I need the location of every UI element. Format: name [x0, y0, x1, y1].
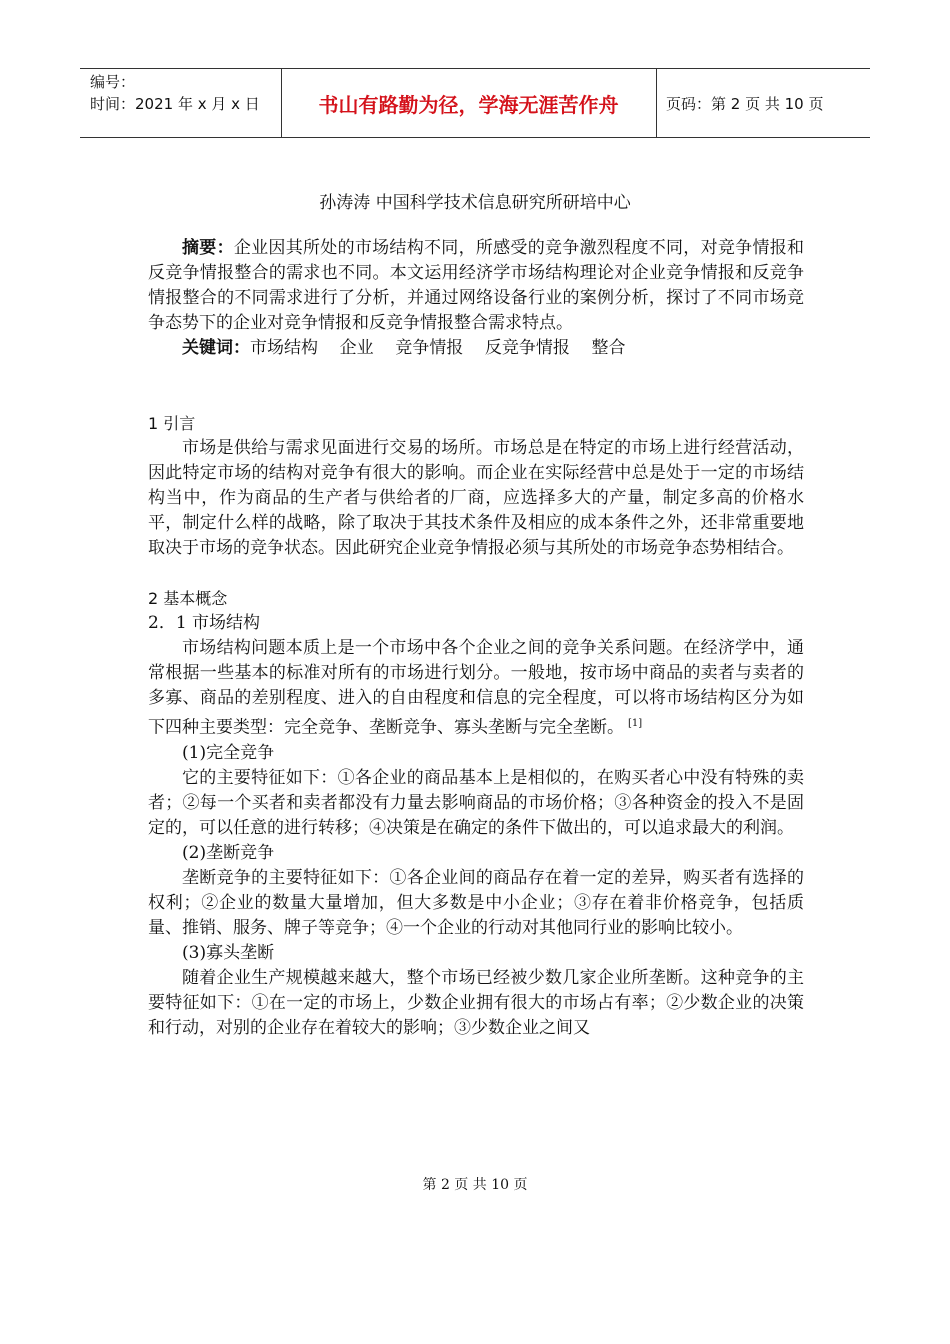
keywords-label: 关键词：	[182, 338, 250, 358]
document-header	[80, 68, 870, 138]
page-footer: 第 2 页 共 10 页	[422, 1177, 528, 1193]
item-title: (3)寡头垄断	[182, 942, 275, 963]
citation-ref: [1]	[628, 718, 643, 729]
header-page-number: 页码：第 2 页 共 10 页	[666, 95, 824, 113]
section-paragraph: 市场是供给与需求见面进行交易的场所。市场总是在特定的市场上进行经营活动，因此特定市场的结构对竞争有很大的影响。而企业在实际经营中总是处于一定的市场结构当中，作为商品的生产者与供给者的厂商，应选择多大的产量，制定多高的价格水平，制定什么样的战略，除了取决于其技术条件及相应的成本条件之外，还非常重要地取决于市场的竞争状态。因此研究企业竞争情报必须与其所处的市场竞争态势相结合。	[148, 438, 804, 558]
keywords-text: 市场结构 企业 竞争情报 反竞争情报 整合	[250, 338, 626, 358]
header-divider	[656, 69, 657, 137]
header-time: 时间：2021 年 x 月 x 日	[90, 95, 260, 113]
author-line: 孙涛涛 中国科学技术信息研究所研培中心	[319, 193, 631, 213]
item-title: (2)垄断竞争	[182, 842, 275, 863]
subsection-heading: 2．1 市场结构	[148, 613, 261, 633]
section-heading: 1 引言	[148, 414, 196, 433]
header-meta	[90, 71, 260, 115]
section-paragraph	[148, 636, 804, 741]
item-text: 垄断竞争的主要特征如下：①各企业间的商品存在着一定的差异，购买者有选择的权利；②企业的数量大量增加，但大多数是中小企业；③存在着非价格竞争，包括质量、推销、服务、牌子等竞争；④一个企业的行动对其他同行业的影响比较小。	[148, 867, 804, 938]
paragraph-text: 市场结构问题本质上是一个市场中各个企业之间的竞争关系问题。在经济学中，通常根据一些基本的标准对所有的市场进行划分。一般地，按市场中商品的卖者与卖者的多寡、商品的差别程度、进入的自由程度和信息的完全程度，可以将市场结构区分为如下四种主要类型：完全竞争、垄断竞争、寡头垄断与完全垄断。	[148, 638, 804, 738]
item-title: (1)完全竞争	[182, 742, 275, 763]
item-text: 随着企业生产规模越来越大，整个市场已经被少数几家企业所垄断。这种竞争的主要特征如下：①在一定的市场上，少数企业拥有很大的市场占有率；②少数企业的决策和行动，对别的企业存在着较大的影响；③少数企业之间又	[148, 967, 804, 1038]
header-motto: 书山有路勤为径，学海无涯苦作舟	[318, 92, 619, 117]
document-body	[148, 236, 804, 1041]
abstract	[148, 236, 804, 336]
abstract-label: 摘要：	[182, 238, 234, 258]
item-text: 它的主要特征如下：①各企业的商品基本上是相似的，在购买者心中没有特殊的卖者；②每一个买者和卖者都没有力量去影响商品的市场价格；③各种资金的投入不是固定的，可以任意的进行转移；④决策是在确定的条件下做出的，可以追求最大的利润。	[148, 767, 804, 838]
header-number: 编号：	[90, 73, 136, 91]
section-heading: 2 基本概念	[148, 589, 228, 608]
abstract-text: 企业因其所处的市场结构不同，所感受的竞争激烈程度不同，对竞争情报和反竞争情报整合的需求也不同。本文运用经济学市场结构理论对企业竞争情报和反竞争情报整合的不同需求进行了分析，并通过网络设备行业的案例分析，探讨了不同市场竞争态势下的企业对竞争情报和反竞争情报整合需求特点。	[148, 238, 805, 333]
keywords	[148, 336, 804, 361]
